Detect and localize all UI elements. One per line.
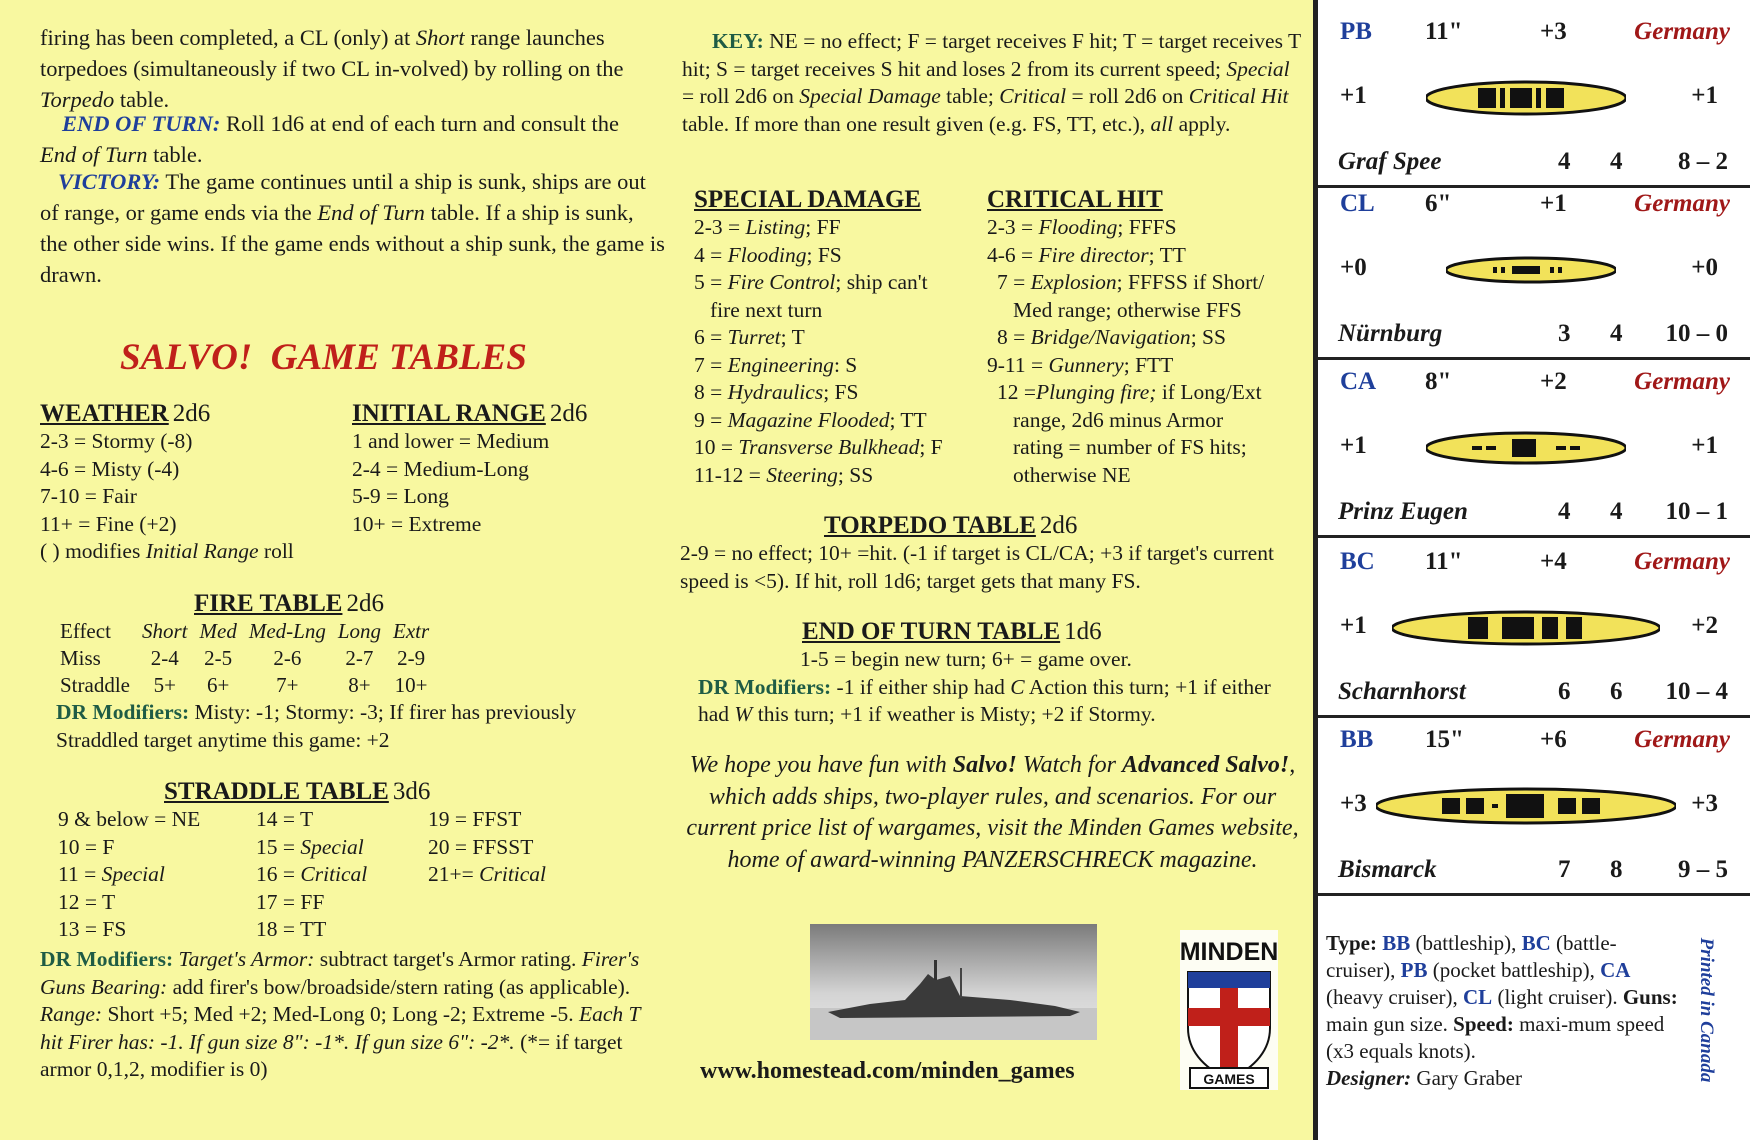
ship-name: Nürnburg xyxy=(1338,320,1443,347)
weather-rows xyxy=(40,428,340,538)
weather-row: 11+ = Fine (+2) xyxy=(40,511,177,536)
counter-broadside xyxy=(1340,426,1740,470)
fire-cell: 2-9 xyxy=(397,646,426,670)
fire-cell: 2-5 xyxy=(204,646,233,670)
end-of-turn-label: END OF TURN: xyxy=(62,111,221,136)
ship-counter xyxy=(1318,8,1750,186)
promo-paragraph: We hope you have fun with Salvo! Watch for Advanced Salvo!, which adds ships, two-player rules, and scenarios. For our current price list of wargames, visit the Minden Games website, home of award-winning PANZERSCHRECK magazine. xyxy=(686,752,1299,873)
weather-dice: 2d6 xyxy=(172,400,211,427)
minden-games-logo xyxy=(1180,930,1278,1090)
ship-type: BB xyxy=(1340,726,1374,753)
straddle-result: 18 = TT xyxy=(256,917,327,941)
victory-text: The game continues until a ship is sunk, ships are out of range, or game ends via the End of Turn table. If a ship is sunk, the other side wins. If the game ends without a ship sunk, the game is drawn. xyxy=(40,169,665,287)
ship-counter xyxy=(1318,358,1750,536)
ship-name: Scharnhorst xyxy=(1338,678,1466,705)
special-damage-row: 7 = Engineering: S xyxy=(694,352,858,377)
end-of-turn-paragraph xyxy=(40,108,660,170)
fire-header-cell: Effect xyxy=(60,619,111,643)
straddle-result: 17 = FF xyxy=(256,889,325,914)
bow-rating: +1 xyxy=(1540,190,1567,217)
ship-silhouette-icon xyxy=(1392,606,1660,650)
fire-cell: 6+ xyxy=(206,673,230,697)
fire-cell: Straddle xyxy=(60,673,130,697)
nation: Germany xyxy=(1634,368,1730,395)
counter-footer xyxy=(1338,148,1740,182)
ship-silhouette-icon xyxy=(1446,248,1616,292)
counter-broadside xyxy=(1340,784,1740,828)
ship-value: 10 – 4 xyxy=(1665,678,1728,705)
victory-label: VICTORY: xyxy=(58,169,161,194)
printed-in-canada: Printed in Canada xyxy=(1696,937,1717,1083)
fire-table-grid xyxy=(54,618,435,699)
counter-header xyxy=(1340,726,1740,762)
straddle-title: STRADDLE TABLE xyxy=(164,778,389,805)
special-damage-row: 9 = Magazine Flooded; TT xyxy=(694,407,927,432)
counter-header xyxy=(1340,368,1740,404)
torpedo-text: 2-9 = no effect; 10+ =hit. (-1 if target is CL/CA; +3 if target's current speed is <5). If hit, roll 1d6; target gets that many FS. xyxy=(680,541,1274,593)
port-modifier: +1 xyxy=(1340,612,1367,639)
weather-title: WEATHER xyxy=(40,400,169,427)
armor-rating: 6 xyxy=(1558,678,1571,705)
straddle-result: 14 = T xyxy=(256,807,314,831)
gun-size: 8" xyxy=(1425,368,1452,395)
special-damage-row: 10 = Transverse Bulkhead; F xyxy=(694,435,943,459)
weather-table xyxy=(40,400,340,566)
fire-table-modifiers: DR Modifiers: Misty: -1; Stormy: -3; If firer has previously Straddled target anytime this game: +2 xyxy=(56,700,577,752)
fire-row xyxy=(54,645,435,672)
bow-rating: +6 xyxy=(1540,726,1567,753)
main-title: SALVO! GAME TABLES xyxy=(120,337,527,378)
ship-value: 10 – 0 xyxy=(1665,320,1728,347)
ship-silhouette-icon xyxy=(1426,426,1626,470)
port-modifier: +3 xyxy=(1340,790,1367,817)
armor-rating: 4 xyxy=(1558,498,1571,525)
bow-rating: +4 xyxy=(1540,548,1567,575)
straddle-result: 11 = Special xyxy=(58,862,165,886)
straddle-dice: 3d6 xyxy=(392,778,431,805)
fire-cell: 2-6 xyxy=(273,646,302,670)
ship-type: PB xyxy=(1340,18,1372,45)
fire-cell: 7+ xyxy=(276,673,299,697)
gun-size: 15" xyxy=(1425,726,1464,753)
critical-hit-row: Med range; otherwise FFS xyxy=(1013,297,1242,322)
critical-hit-row: 7 = Explosion; FFFSS if Short/ xyxy=(997,270,1265,294)
nation: Germany xyxy=(1634,548,1730,575)
eot-text: 1-5 = begin new turn; 6+ = game over. xyxy=(800,647,1132,671)
critical-hit-row: rating = number of FS hits; xyxy=(1013,435,1247,459)
critical-hit-row: 8 = Bridge/Navigation; SS xyxy=(997,325,1226,349)
speed-rating: 6 xyxy=(1610,678,1623,705)
starboard-modifier: +0 xyxy=(1691,254,1718,281)
straddle-result: 16 = Critical xyxy=(256,862,368,886)
gun-size: 6" xyxy=(1425,190,1452,217)
nation: Germany xyxy=(1634,190,1730,217)
straddle-result: 13 = FS xyxy=(58,917,127,941)
torpedo-title: TORPEDO TABLE xyxy=(824,512,1036,539)
nation: Germany xyxy=(1634,18,1730,45)
straddle-table xyxy=(40,778,665,1084)
gun-size: 11" xyxy=(1425,548,1463,575)
ship-name: Graf Spee xyxy=(1338,148,1442,175)
initial-range-rows xyxy=(352,428,672,538)
straddle-result: 10 = F xyxy=(58,834,115,859)
svg-text:GAMES: GAMES xyxy=(1203,1071,1255,1087)
straddle-results xyxy=(40,806,665,946)
straddle-modifiers: DR Modifiers: Target's Armor: subtract target's Armor rating. Firer's Guns Bearing: add firer's bow/broadside/stern rating (as applicable). Range: Short +5; Med +2; Med-Long 0; Long -2; Extreme -5. Each T hit Firer has: -1. If gun size 8": -1*. If gun size 6": -2*. (*= if target armor 0,1,2, modifier is 0) xyxy=(40,947,641,1081)
critical-hit-row: 9-11 = Gunnery; FTT xyxy=(987,352,1174,377)
gun-size: 11" xyxy=(1425,18,1463,45)
counter-broadside xyxy=(1340,248,1740,292)
special-damage-row: 2-3 = Listing; FF xyxy=(694,215,841,239)
fire-cell: Miss xyxy=(60,646,101,670)
fire-cell: 5+ xyxy=(153,673,176,697)
armor-rating: 3 xyxy=(1558,320,1571,347)
weather-row: 7-10 = Fair xyxy=(40,484,137,508)
special-damage-row: 5 = Fire Control; ship can't xyxy=(694,270,928,294)
ship-value: 10 – 1 xyxy=(1665,498,1728,525)
counter-legend: Type: BB (battleship), BC (battle-cruiser), PB (pocket battleship), CA (heavy cruiser), CL (light cruiser). Guns: main gun size. Speed: maxi-mum speed (x3 equals knots). Designer: Gary Graber xyxy=(1326,931,1678,1090)
bow-rating: +2 xyxy=(1540,368,1567,395)
initial-range-table xyxy=(352,400,672,538)
intro-paragraph: firing has been completed, a CL (only) at Short range launches torpedoes (simultaneously if two CL in-volved) by rolling on the Torpedo table. xyxy=(40,25,624,112)
port-modifier: +1 xyxy=(1340,82,1367,109)
counter-header xyxy=(1340,190,1740,226)
ship-name: Bismarck xyxy=(1338,856,1437,883)
ship-counter xyxy=(1318,538,1750,716)
critical-hit-row: 2-3 = Flooding; FFFS xyxy=(987,215,1177,239)
speed-rating: 8 xyxy=(1610,856,1623,883)
end-of-turn-text: Roll 1d6 at end of each turn and consult the End of Turn table. xyxy=(40,111,620,167)
special-damage-row: 8 = Hydraulics; FS xyxy=(694,380,859,404)
range-row: 10+ = Extreme xyxy=(352,511,482,536)
ship-type: CL xyxy=(1340,190,1375,217)
svg-text:MINDEN: MINDEN xyxy=(1180,938,1278,966)
fire-header-cell: Short xyxy=(141,619,188,643)
weather-note: ( ) modifies Initial Range roll xyxy=(40,539,294,563)
speed-rating: 4 xyxy=(1610,148,1623,175)
ship-value: 9 – 5 xyxy=(1678,856,1728,883)
special-damage-table xyxy=(694,186,984,489)
eot-title: END OF TURN TABLE xyxy=(802,618,1061,645)
initial-range-dice: 2d6 xyxy=(549,400,588,427)
port-modifier: +1 xyxy=(1340,432,1367,459)
armor-rating: 7 xyxy=(1558,856,1571,883)
armor-rating: 4 xyxy=(1558,148,1571,175)
ship-silhouette-icon xyxy=(1376,784,1676,828)
counter-header xyxy=(1340,18,1740,54)
ship-value: 8 – 2 xyxy=(1678,148,1728,175)
special-damage-row: 4 = Flooding; FS xyxy=(694,242,842,267)
counter-footer xyxy=(1338,856,1740,890)
ship-type: CA xyxy=(1340,368,1377,395)
fire-header-cell: Extr xyxy=(393,619,430,643)
starboard-modifier: +1 xyxy=(1691,432,1718,459)
counter-broadside xyxy=(1340,76,1740,120)
initial-range-title: INITIAL RANGE xyxy=(352,400,546,427)
ship-counter xyxy=(1318,180,1750,358)
fire-cell: 8+ xyxy=(348,673,371,697)
torpedo-dice: 2d6 xyxy=(1039,512,1078,539)
weather-row: 4-6 = Misty (-4) xyxy=(40,456,180,481)
nation: Germany xyxy=(1634,726,1730,753)
starboard-modifier: +3 xyxy=(1691,790,1718,817)
ship-name: Prinz Eugen xyxy=(1338,498,1468,525)
range-row: 5-9 = Long xyxy=(352,484,449,508)
straddle-result: 9 & below = NE xyxy=(58,807,201,831)
torpedo-table xyxy=(680,512,1305,595)
starboard-modifier: +1 xyxy=(1691,82,1718,109)
special-damage-title: SPECIAL DAMAGE xyxy=(694,186,922,213)
counter-divider xyxy=(1318,893,1750,896)
ship-type: BC xyxy=(1340,548,1375,575)
critical-hit-title: CRITICAL HIT xyxy=(987,186,1163,213)
end-of-turn-table xyxy=(680,618,1305,729)
ship-silhouette-icon xyxy=(1426,76,1626,120)
website-link[interactable]: www.homestead.com/minden_games xyxy=(700,1058,1075,1084)
straddle-result: 15 = Special xyxy=(256,834,364,859)
counter-footer xyxy=(1338,320,1740,354)
battleship-photo xyxy=(810,924,1097,1040)
fire-cell: 10+ xyxy=(394,673,428,697)
speed-rating: 4 xyxy=(1610,498,1623,525)
critical-hit-row: range, 2d6 minus Armor xyxy=(1013,407,1224,432)
counter-footer xyxy=(1338,498,1740,532)
special-damage-row: 6 = Turret; T xyxy=(694,325,805,349)
port-modifier: +0 xyxy=(1340,254,1367,281)
straddle-result: 21+= Critical xyxy=(428,862,547,886)
key-paragraph: KEY: NE = no effect; F = target receives F hit; T = target receives T hit; S = target receives S hit and loses 2 from its current speed; Special = roll 2d6 on Special Damage table; Critical = roll 2d6 on Critical Hit table. If more than one result given (e.g. FS, TT, etc.), all apply. xyxy=(682,29,1301,136)
critical-hit-row: 4-6 = Fire director; TT xyxy=(987,242,1186,267)
counter-broadside xyxy=(1340,606,1740,650)
starboard-modifier: +2 xyxy=(1691,612,1718,639)
weather-row: 2-3 = Stormy (-8) xyxy=(40,429,193,453)
fire-cell: 2-7 xyxy=(345,646,374,670)
special-damage-row: fire next turn xyxy=(710,297,823,322)
fire-row xyxy=(54,672,435,699)
critical-hit-row: 12 =Plunging fire; if Long/Ext xyxy=(997,380,1262,404)
eot-modifiers: DR Modifiers: -1 if either ship had C Action this turn; +1 if either had W this turn; +1 if weather is Misty; +2 if Stormy. xyxy=(698,674,1271,726)
fire-table xyxy=(40,590,665,754)
counter-header xyxy=(1340,548,1740,584)
fire-table-dice: 2d6 xyxy=(346,590,384,617)
critical-hit-table xyxy=(987,186,1307,489)
fire-header-cell: Med-Lng xyxy=(248,619,326,643)
counter-footer xyxy=(1338,678,1740,712)
critical-hit-row: otherwise NE xyxy=(1013,462,1131,487)
straddle-result: 19 = FFST xyxy=(428,807,522,831)
straddle-result: 12 = T xyxy=(58,889,116,914)
bow-rating: +3 xyxy=(1540,18,1567,45)
ship-counter xyxy=(1318,716,1750,894)
fire-cell: 2-4 xyxy=(150,646,179,670)
special-damage-row: 11-12 = Steering; SS xyxy=(694,462,874,487)
eot-dice: 1d6 xyxy=(1064,618,1102,645)
straddle-result: 20 = FFSST xyxy=(428,834,534,859)
range-row: 1 and lower = Medium xyxy=(352,429,550,453)
range-row: 2-4 = Medium-Long xyxy=(352,456,529,481)
fire-table-title: FIRE TABLE xyxy=(194,590,343,617)
speed-rating: 4 xyxy=(1610,320,1623,347)
victory-paragraph xyxy=(40,166,665,290)
fire-header-cell: Med xyxy=(199,619,237,643)
fire-header-cell: Long xyxy=(337,619,382,643)
